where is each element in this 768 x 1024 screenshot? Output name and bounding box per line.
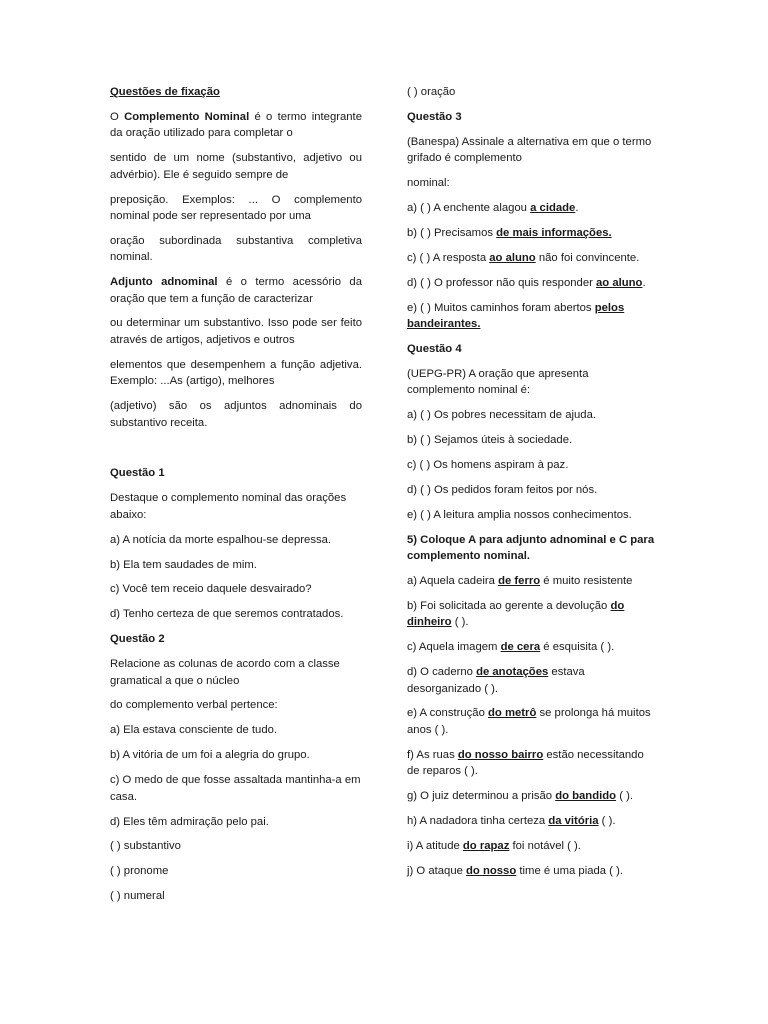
paragraph: sentido de um nome (substantivo, adjetivo ou advérbio). Ele é seguido sempre de [110,152,362,181]
text-span: estava desorganizado ( ). [407,666,585,695]
list-item: b) ( ) Sejamos úteis à sociedade. [407,434,573,447]
text-span: é o termo acessório da oração que tem a função de caracterizar [110,276,362,305]
underlined-term: do nosso [466,864,517,877]
paragraph: preposição. Exemplos: ... O complemento nominal pode ser representado por uma [110,193,362,222]
underlined-term: do dinheiro [407,599,625,629]
question-1-title: Questão 1 [110,467,165,480]
list-item: a) A notícia da morte espalhou-se depressa. [110,533,332,546]
paragraph: oração subordinada substantiva completiva nominal. [110,234,362,264]
underlined-term: de cera [500,641,541,654]
list-item: a) ( ) Os pobres necessitam de ajuda. [407,409,596,422]
underlined-term: a cidade [530,202,576,215]
list-item: ( ) substantivo [110,840,181,853]
list-item [407,573,659,589]
underlined-term: do bandido [555,790,617,803]
text-span: ( ). [451,616,469,629]
text-span: é o termo integrante da oração utilizado para completar o [110,110,362,140]
paragraph-adjunto-adnominal [110,274,362,307]
text-span: e) ( ) Muitos caminhos foram abertos [407,301,595,314]
text-span: i) A atitude [407,839,463,852]
list-item: b) A vitória de um foi a alegria do grupo. [110,749,310,762]
list-item: d) ( ) Os pedidos foram feitos por nós. [407,483,598,496]
underlined-term: de ferro [498,575,541,588]
question-3-intro: nominal: [407,177,450,190]
list-item: ( ) numeral [110,890,165,903]
text-span: não foi convincente. [535,251,640,264]
list-item: a) Ela estava consciente de tudo. [110,724,278,737]
text-span: ( ). [616,790,634,803]
question-5-title: 5) Coloque A para adjunto adnominal e C para complemento nominal. [407,533,655,563]
text-span: estão necessitando de reparos ( ). [407,748,644,778]
question-4-title: Questão 4 [407,342,462,355]
text-span: . [642,276,646,289]
list-item [407,250,659,266]
right-column [407,84,659,888]
list-item [407,225,659,241]
list-item: b) Ela tem saudades de mim. [110,558,257,571]
question-2-intro: do complemento verbal pertence: [110,699,278,712]
page-title: Questões de fixação [110,86,220,98]
list-item: d) Eles têm admiração pelo pai. [110,815,269,828]
question-2-title: Questão 2 [110,633,165,646]
list-item: ( ) oração [407,86,456,98]
underlined-term: de mais informações. [496,226,612,239]
underlined-term: do rapaz [462,839,510,852]
question-3-intro: (Banespa) Assinale a alternativa em que o termo grifado é complemento [407,135,652,165]
list-item [407,664,659,697]
text-span: a) Aquela cadeira [407,575,499,588]
left-column [110,84,362,913]
paragraph: elementos que desempenhem a função adjetiva. Exemplo: ...As (artigo), melhores [110,358,362,388]
list-item [407,598,659,631]
text-span: é esquisita ( ). [540,641,615,654]
text-span: f) As ruas [407,748,458,761]
text-span: b) Foi solicitada ao gerente a devolução [407,599,611,612]
paragraph-complemento-nominal [110,109,362,142]
list-item [407,788,659,804]
list-item [407,300,659,333]
text-span: a) ( ) A enchente alagou [407,202,531,215]
list-item [407,838,659,854]
text-span: c) ( ) A resposta [407,251,490,264]
list-item [407,863,659,879]
list-item: c) Você tem receio daquele desvairado? [110,583,312,596]
list-item [407,275,659,291]
underlined-term: do metrô [488,707,537,720]
list-item: d) Tenho certeza de que seremos contratados. [110,608,344,621]
text-span: time é uma piada ( ). [516,864,623,877]
underlined-term: ao aluno [596,276,643,289]
text-span: j) O ataque [407,864,467,877]
list-item: c) ( ) Os homens aspiram à paz. [407,459,569,471]
text-span: ( ). [598,815,616,827]
question-3-title: Questão 3 [407,110,462,123]
underlined-term: de anotações [476,666,549,679]
term-adjunto-adnominal: Adjunto adnominal [110,276,218,289]
text-span: foi notável ( ). [509,839,581,852]
question-1-intro: Destaque o complemento nominal das orações abaixo: [110,492,347,521]
paragraph: ou determinar um substantivo. Isso pode ser feito através de artigos, adjetivos e outros [110,317,362,346]
list-item [407,747,659,780]
text-span: . [575,202,579,215]
list-item: e) ( ) A leitura amplia nossos conhecimentos. [407,508,632,521]
list-item: c) O medo de que fosse assaltada mantinha-a em casa. [110,774,361,803]
list-item: ( ) pronome [110,865,169,878]
list-item [407,705,659,738]
paragraph: (adjetivo) são os adjuntos adnominais do substantivo receita. [110,400,362,429]
term-complemento-nominal: Complemento Nominal [124,110,250,123]
text-span: g) O juiz determinou a prisão [407,790,556,803]
list-item [407,639,659,655]
question-4-intro: (UEPG-PR) A oração que apresenta complemento nominal é: [407,367,589,397]
text-span: d) ( ) O professor não quis responder [407,276,596,289]
text-span: b) ( ) Precisamos [407,226,497,239]
underlined-term: pelos bandeirantes. [407,301,625,331]
text-span: c) Aquela imagem [407,641,501,654]
text-span: h) A nadadora tinha certeza [407,815,549,827]
text-span: é muito resistente [540,575,633,588]
underlined-term: ao aluno [489,251,536,264]
spacer [110,439,362,465]
text-span: d) O caderno [407,666,477,679]
underlined-term: da vitória [548,815,599,827]
list-item [407,200,659,216]
text-span: se prolonga há muitos anos ( ). [407,707,651,736]
list-item [407,813,659,829]
text-span: O [110,110,125,123]
question-2-intro: Relacione as colunas de acordo com a classe gramatical a que o núcleo [110,658,340,687]
underlined-term: do nosso bairro [457,748,544,761]
text-span: e) A construção [407,707,489,720]
